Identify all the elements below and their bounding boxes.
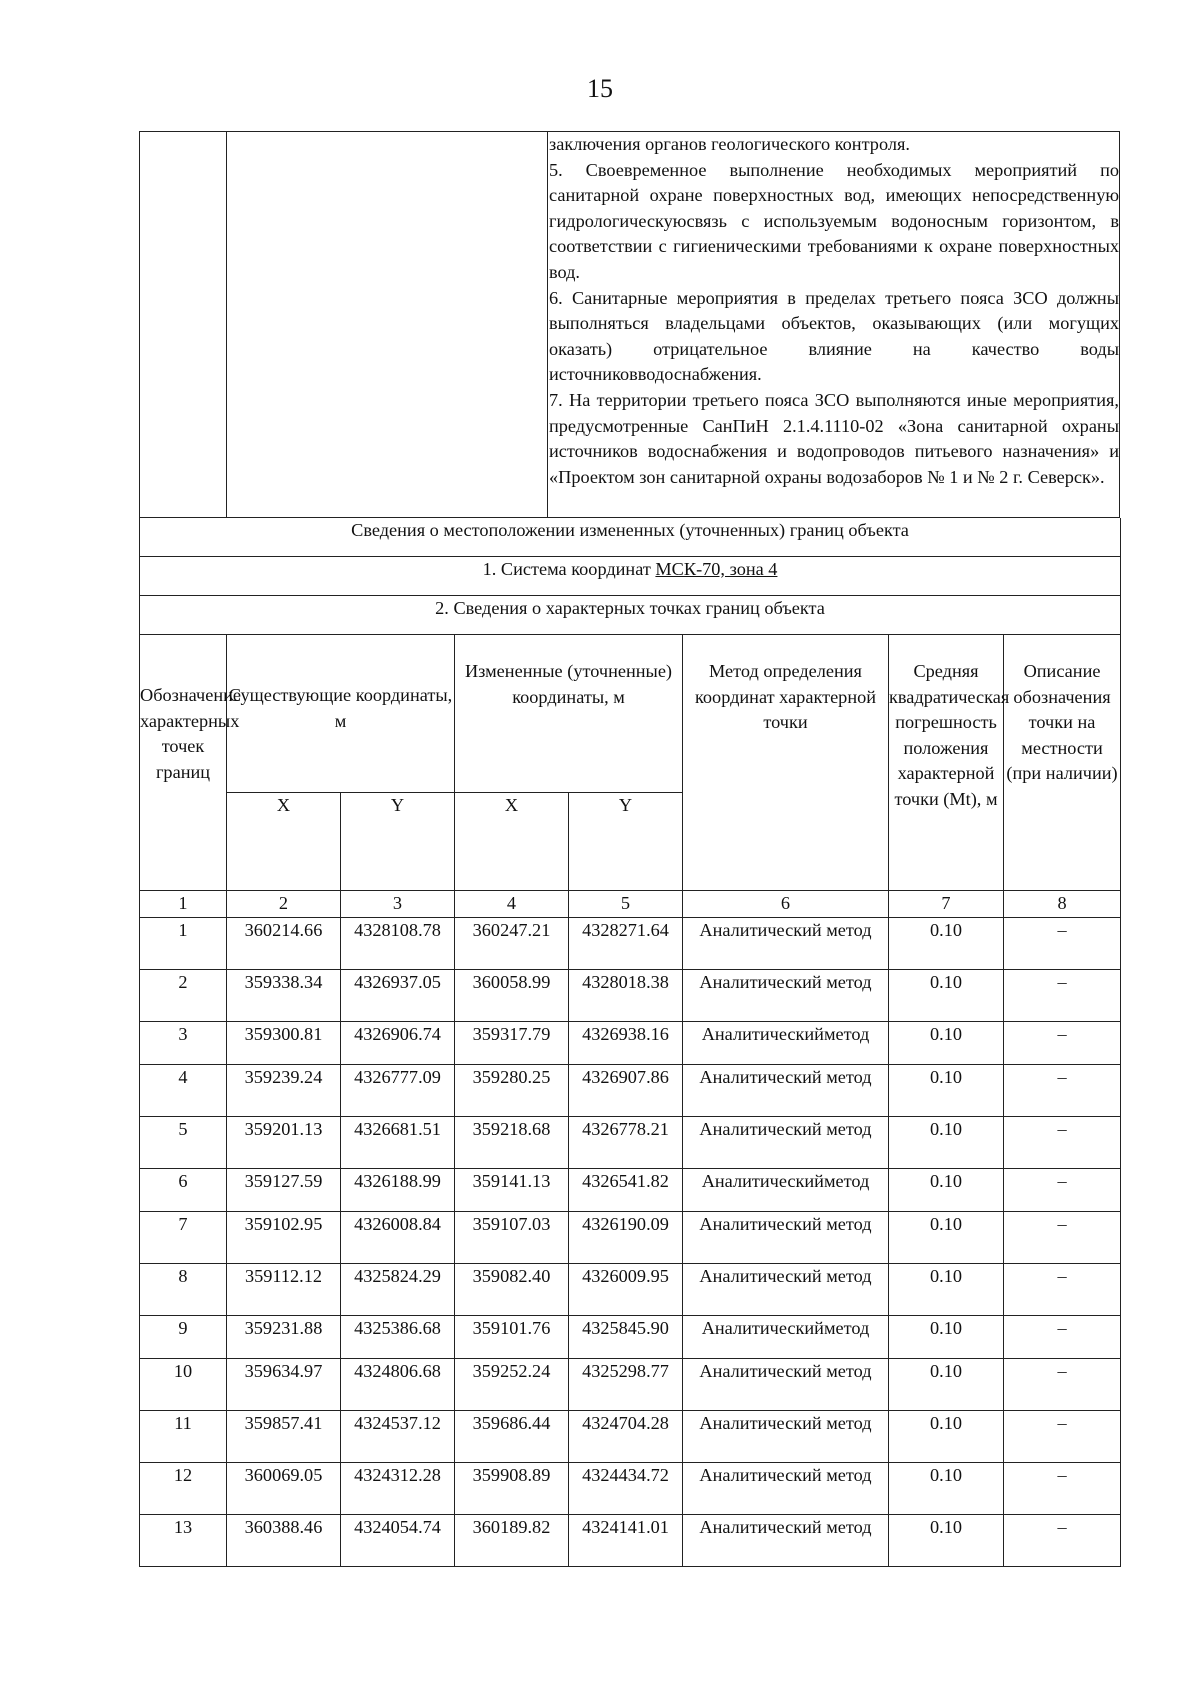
mean-error: 0.10 <box>889 1315 1004 1358</box>
table-row <box>140 1021 1121 1064</box>
point-number: 6 <box>140 1168 227 1211</box>
coord-system-prefix: 1. Система координат <box>482 559 656 579</box>
point-description: – <box>1004 1211 1121 1263</box>
column-number: 7 <box>889 891 1004 918</box>
changed-y: 4326778.21 <box>569 1116 683 1168</box>
existing-y: 4326777.09 <box>341 1064 455 1116</box>
changed-x: 359218.68 <box>455 1116 569 1168</box>
point-number: 10 <box>140 1358 227 1410</box>
point-description: – <box>1004 1263 1121 1315</box>
existing-x: 360214.66 <box>227 917 341 969</box>
intro-section <box>139 131 1120 518</box>
empty-cell <box>227 132 548 517</box>
changed-y: 4326907.86 <box>569 1064 683 1116</box>
changed-y: 4328018.38 <box>569 969 683 1021</box>
changed-x: 359141.13 <box>455 1168 569 1211</box>
table-row <box>140 1410 1121 1462</box>
existing-x: 359338.34 <box>227 969 341 1021</box>
column-number: 8 <box>1004 891 1121 918</box>
changed-x: 360189.82 <box>455 1514 569 1566</box>
existing-x: 359239.24 <box>227 1064 341 1116</box>
changed-x: 360247.21 <box>455 917 569 969</box>
header-x: X <box>227 793 341 891</box>
table-row <box>140 1263 1121 1315</box>
point-number: 12 <box>140 1462 227 1514</box>
points-title: 2. Сведения о характерных точках границ объекта <box>140 596 1121 635</box>
measure-paragraph: 5. Своевременное выполнение необходимых мероприятий по санитарной охране поверхностных вод, имеющих непосредственную гидрологическуюсвязь с используемым водоносным горизонтом, в соответствии с гигиеническими требованиями к охране поверхностных вод. <box>549 159 1119 282</box>
existing-x: 359634.97 <box>227 1358 341 1410</box>
section-title: Сведения о местоположении измененных (уточненных) границ объекта <box>140 518 1121 557</box>
measure-paragraph: заключения органов геологического контроля. <box>549 134 910 154</box>
changed-y: 4328271.64 <box>569 917 683 969</box>
measures-text <box>548 132 1119 517</box>
method: Аналитический метод <box>683 1116 889 1168</box>
method: Аналитический метод <box>683 1410 889 1462</box>
changed-y: 4326190.09 <box>569 1211 683 1263</box>
changed-y: 4326009.95 <box>569 1263 683 1315</box>
changed-x: 359908.89 <box>455 1462 569 1514</box>
table-row <box>140 969 1121 1021</box>
method: Аналитический метод <box>683 1462 889 1514</box>
point-number: 1 <box>140 917 227 969</box>
method: Аналитический метод <box>683 969 889 1021</box>
point-number: 8 <box>140 1263 227 1315</box>
method: Аналитическийметод <box>683 1021 889 1064</box>
coord-system <box>140 557 1121 596</box>
header-x: X <box>455 793 569 891</box>
mean-error: 0.10 <box>889 1116 1004 1168</box>
method: Аналитическийметод <box>683 1315 889 1358</box>
header-method: Метод определения координат характерной точки <box>683 635 889 891</box>
table-row <box>140 1315 1121 1358</box>
mean-error: 0.10 <box>889 1168 1004 1211</box>
point-number: 11 <box>140 1410 227 1462</box>
existing-y: 4325386.68 <box>341 1315 455 1358</box>
method: Аналитический метод <box>683 1064 889 1116</box>
column-number: 1 <box>140 891 227 918</box>
changed-x: 359101.76 <box>455 1315 569 1358</box>
coord-system-name: МСК-70, зона 4 <box>655 559 778 579</box>
table-row <box>140 917 1121 969</box>
header-y: Y <box>569 793 683 891</box>
mean-error: 0.10 <box>889 1514 1004 1566</box>
existing-x: 359231.88 <box>227 1315 341 1358</box>
changed-y: 4326541.82 <box>569 1168 683 1211</box>
point-description: – <box>1004 1116 1121 1168</box>
point-number: 2 <box>140 969 227 1021</box>
column-numbers-row <box>140 891 1121 918</box>
table-row <box>140 1358 1121 1410</box>
table-row <box>140 1116 1121 1168</box>
changed-y: 4324704.28 <box>569 1410 683 1462</box>
table-row <box>140 1514 1121 1566</box>
existing-x: 359300.81 <box>227 1021 341 1064</box>
table-row <box>140 1211 1121 1263</box>
page-number: 15 <box>587 74 613 103</box>
table-row <box>140 1168 1121 1211</box>
existing-y: 4324806.68 <box>341 1358 455 1410</box>
existing-x: 359201.13 <box>227 1116 341 1168</box>
method: Аналитическийметод <box>683 1168 889 1211</box>
changed-x: 360058.99 <box>455 969 569 1021</box>
header-y: Y <box>341 793 455 891</box>
point-description: – <box>1004 917 1121 969</box>
changed-x: 359317.79 <box>455 1021 569 1064</box>
mean-error: 0.10 <box>889 1410 1004 1462</box>
point-description: – <box>1004 1514 1121 1566</box>
existing-x: 360069.05 <box>227 1462 341 1514</box>
document-frame <box>139 131 1120 1567</box>
point-description: – <box>1004 1021 1121 1064</box>
method: Аналитический метод <box>683 1358 889 1410</box>
changed-x: 359686.44 <box>455 1410 569 1462</box>
header-description: Описание обозначения точки на местности (при наличии) <box>1004 635 1121 891</box>
point-description: – <box>1004 1064 1121 1116</box>
changed-x: 359107.03 <box>455 1211 569 1263</box>
point-description: – <box>1004 1462 1121 1514</box>
changed-x: 359082.40 <box>455 1263 569 1315</box>
point-number: 4 <box>140 1064 227 1116</box>
existing-x: 359857.41 <box>227 1410 341 1462</box>
changed-x: 359280.25 <box>455 1064 569 1116</box>
changed-y: 4326938.16 <box>569 1021 683 1064</box>
mean-error: 0.10 <box>889 1064 1004 1116</box>
point-description: – <box>1004 1315 1121 1358</box>
existing-y: 4326008.84 <box>341 1211 455 1263</box>
method: Аналитический метод <box>683 1211 889 1263</box>
changed-y: 4324141.01 <box>569 1514 683 1566</box>
point-number: 3 <box>140 1021 227 1064</box>
mean-error: 0.10 <box>889 1021 1004 1064</box>
existing-y: 4324537.12 <box>341 1410 455 1462</box>
point-number: 9 <box>140 1315 227 1358</box>
point-description: – <box>1004 1358 1121 1410</box>
existing-y: 4324054.74 <box>341 1514 455 1566</box>
existing-y: 4326906.74 <box>341 1021 455 1064</box>
existing-y: 4325824.29 <box>341 1263 455 1315</box>
point-description: – <box>1004 1410 1121 1462</box>
method: Аналитический метод <box>683 1263 889 1315</box>
column-number: 3 <box>341 891 455 918</box>
mean-error: 0.10 <box>889 1358 1004 1410</box>
mean-error: 0.10 <box>889 969 1004 1021</box>
existing-x: 359102.95 <box>227 1211 341 1263</box>
existing-y: 4328108.78 <box>341 917 455 969</box>
measure-paragraph: 7. На территории третьего пояса ЗСО выполняются иные мероприятия, предусмотренные СанПиН 2.1.4.1110-02 «Зона санитарной охраны источников водоснабжения и водопроводов питьевого назначения» и «Проектом зон санитарной охраны водозаборов № 1 и № 2 г. Северск». <box>549 389 1119 487</box>
changed-y: 4325845.90 <box>569 1315 683 1358</box>
column-number: 4 <box>455 891 569 918</box>
mean-error: 0.10 <box>889 1211 1004 1263</box>
point-number: 5 <box>140 1116 227 1168</box>
measure-paragraph: 6. Санитарные мероприятия в пределах третьего пояса ЗСО должны выполняться владельцами объектов, оказывающих (или могущих оказать) отрицательное влияние на качество воды источниковводоснабжения. <box>549 287 1119 385</box>
changed-x: 359252.24 <box>455 1358 569 1410</box>
column-number: 6 <box>683 891 889 918</box>
mean-error: 0.10 <box>889 917 1004 969</box>
point-number: 13 <box>140 1514 227 1566</box>
existing-x: 359112.12 <box>227 1263 341 1315</box>
header-point-label: Обозначение характерных точек границ <box>140 635 227 891</box>
mean-error: 0.10 <box>889 1263 1004 1315</box>
existing-y: 4326681.51 <box>341 1116 455 1168</box>
column-number: 2 <box>227 891 341 918</box>
existing-x: 359127.59 <box>227 1168 341 1211</box>
table-row <box>140 1462 1121 1514</box>
changed-y: 4324434.72 <box>569 1462 683 1514</box>
table-row <box>140 1064 1121 1116</box>
header-changed: Измененные (уточненные) координаты, м <box>455 635 683 793</box>
changed-y: 4325298.77 <box>569 1358 683 1410</box>
existing-y: 4326937.05 <box>341 969 455 1021</box>
existing-y: 4326188.99 <box>341 1168 455 1211</box>
method: Аналитический метод <box>683 1514 889 1566</box>
point-number: 7 <box>140 1211 227 1263</box>
existing-y: 4324312.28 <box>341 1462 455 1514</box>
header-error: Средняя квадратическая погрешность положения характерной точки (Mt), м <box>889 635 1004 891</box>
mean-error: 0.10 <box>889 1462 1004 1514</box>
header-existing: Существующие координаты, м <box>227 635 455 793</box>
existing-x: 360388.46 <box>227 1514 341 1566</box>
method: Аналитический метод <box>683 917 889 969</box>
point-description: – <box>1004 1168 1121 1211</box>
empty-cell <box>140 132 227 517</box>
column-number: 5 <box>569 891 683 918</box>
table-body <box>140 917 1121 1566</box>
boundary-points-table <box>139 518 1121 1567</box>
point-description: – <box>1004 969 1121 1021</box>
